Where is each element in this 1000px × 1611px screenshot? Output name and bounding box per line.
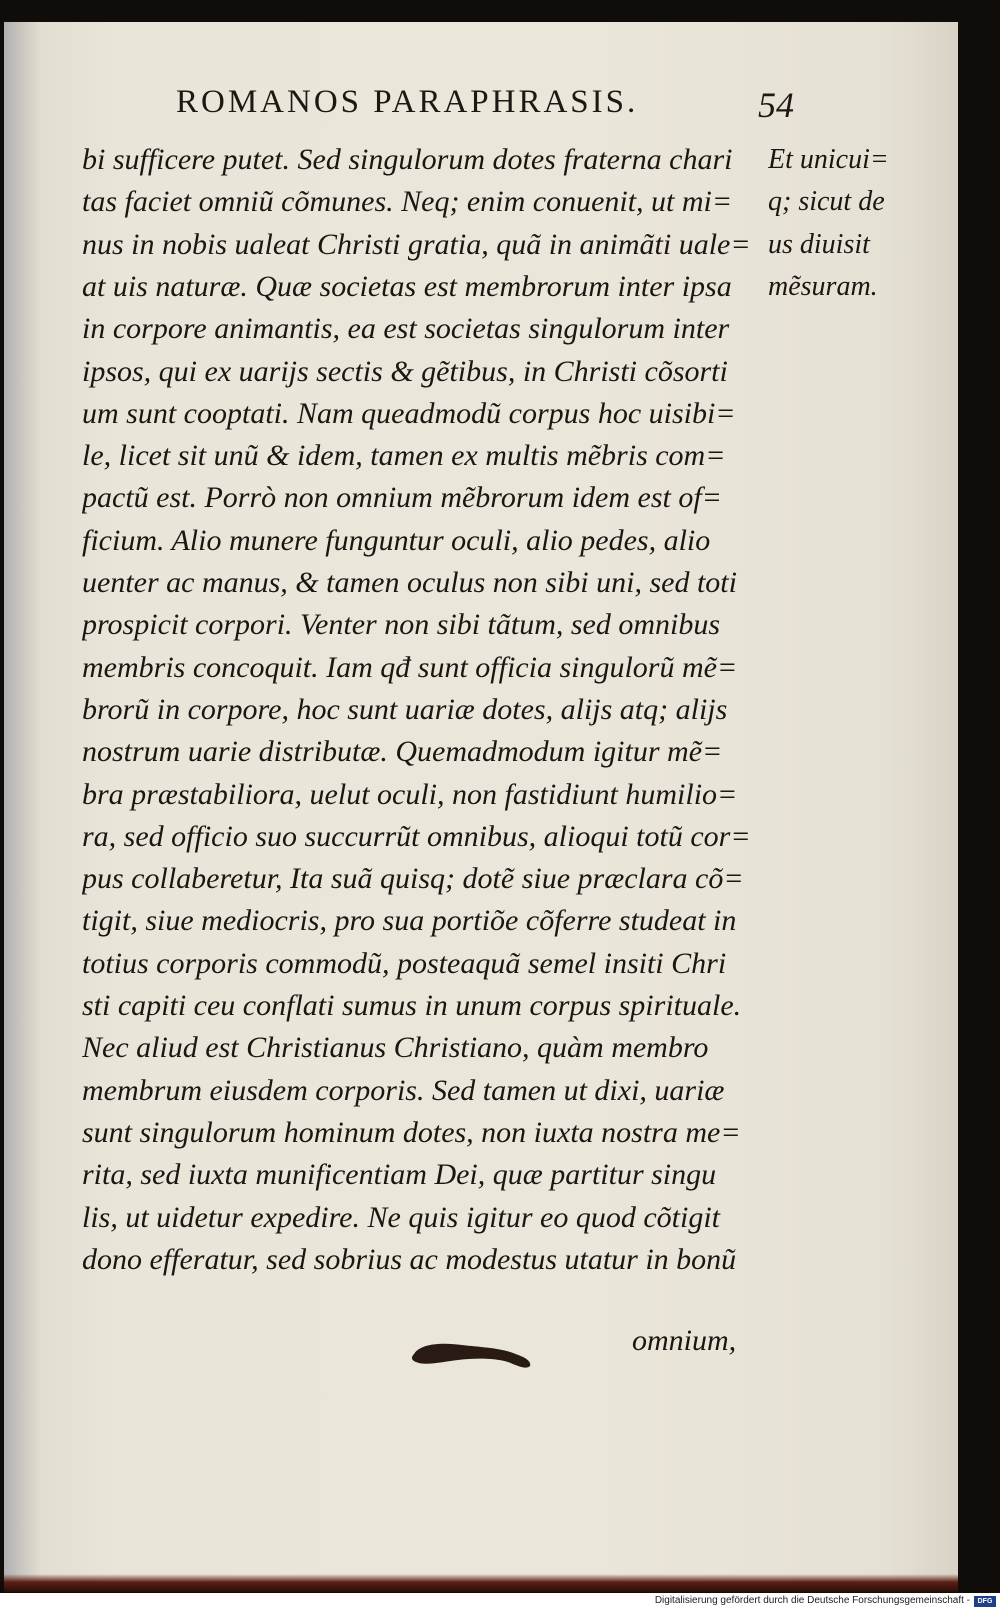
text-line: in corpore animantis, ea est societas singulorum inter	[82, 312, 730, 346]
text-line: tigit, siue mediocris, pro sua portiõe cõferre studeat in	[82, 904, 737, 938]
text-line: um sunt cooptati. Nam queadmodũ corpus hoc uisibi=	[82, 396, 736, 430]
marginal-note-line: Et unicui=	[768, 144, 889, 175]
running-head: ROMANOS PARAPHRASIS.	[176, 84, 639, 120]
page-number: 54	[758, 85, 794, 125]
text-line: brorũ in corpore, hoc sunt uariæ dotes, alijs atq; alijs	[82, 692, 728, 726]
dfg-logo: DFG	[974, 1596, 996, 1607]
text-line: sunt singulorum hominum dotes, non iuxta nostra me=	[82, 1115, 741, 1149]
text-line: lis, ut uidetur expedire. Ne quis igitur eo quod cõtigit	[82, 1200, 720, 1234]
text-line: uenter ac manus, & tamen oculus non sibi uni, sed toti	[82, 566, 737, 599]
ink-blot	[410, 1336, 536, 1370]
text-line: Nec aliud est Christianus Christiano, quàm membro	[82, 1031, 709, 1065]
page-bottom-edge	[4, 1574, 958, 1592]
spine-shadow	[4, 22, 40, 1592]
text-line: sti capiti ceu conflati sumus in unum corpus spirituale.	[82, 989, 742, 1022]
text-line: bra præstabiliora, uelut oculi, non fastidiunt humilio=	[82, 777, 738, 811]
text-line: le, licet sit unũ & idem, tamen ex multis mẽbris com=	[82, 439, 726, 473]
marginal-note-line: us diuisit	[768, 228, 870, 260]
text-line: rita, sed iuxta munificentiam Dei, quæ partitur singu	[82, 1158, 717, 1192]
text-line: prospicit corpori. Venter non sibi tãtum, sed omnibus	[82, 608, 721, 642]
text-line: nostrum uarie distributæ. Quemadmodum igitur mẽ=	[82, 735, 723, 769]
text-line: dono efferatur, sed sobrius ac modestus utatur in bonũ	[82, 1242, 737, 1276]
marginal-note-line: mẽsuram.	[768, 270, 878, 302]
text-line: membris concoquit. Iam qđ sunt officia singulorũ mẽ=	[82, 650, 738, 684]
text-line: nus in nobis ualeat Christi gratia, quã in animãti uale=	[82, 227, 751, 261]
catchword: omnium,	[632, 1324, 737, 1357]
text-line: bi sufficere putet. Sed singulorum dotes fraterna chari	[82, 143, 733, 176]
text-line: membrum eiusdem corporis. Sed tamen ut dixi, uariæ	[82, 1073, 725, 1107]
text-line: tas faciet omniũ cõmunes. Neq; enim conuenit, ut mi=	[82, 185, 733, 219]
text-line: ra, sed officio suo succurrũt omnibus, alioqui totũ cor=	[82, 819, 751, 853]
text-line: ficium. Alio munere funguntur oculi, alio pedes, alio	[82, 523, 711, 557]
text-line: at uis naturæ. Quæ societas est membrorum inter ipsa	[82, 269, 732, 303]
text-line: pus collaberetur, Ita suã quisq; dotẽ siue præclara cõ=	[82, 862, 744, 896]
text-line: pactũ est. Porrò non omnium mẽbrorum idem est of=	[82, 481, 722, 515]
digitization-credit: Digitalisierung gefördert durch die Deutsche Forschungsgemeinschaft -	[654, 1595, 970, 1606]
marginal-note-line: q; sicut de	[768, 186, 885, 218]
text-line: totius corporis commodũ, posteaquã semel insiti Chri	[82, 946, 727, 980]
text-line: ipsos, qui ex uarijs sectis & gẽtibus, in Christi cõsorti	[82, 354, 728, 388]
